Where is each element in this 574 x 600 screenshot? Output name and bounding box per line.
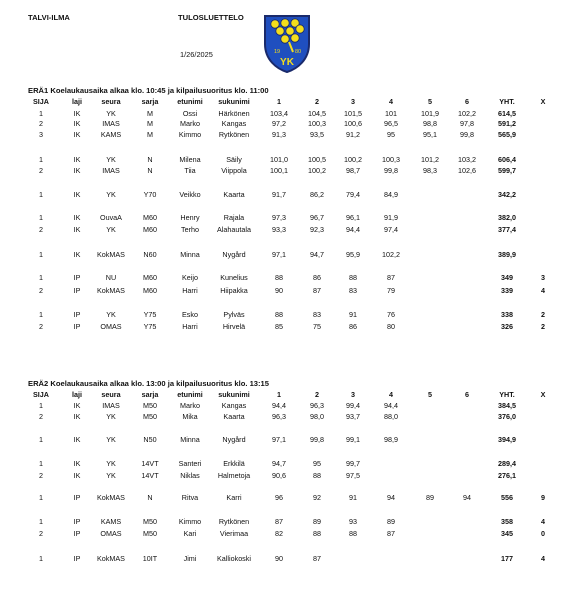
table-cell: 599,7 bbox=[498, 166, 516, 175]
table-cell: 100,5 bbox=[308, 155, 326, 164]
table-cell: Terho bbox=[181, 225, 199, 234]
table-cell: 2 bbox=[39, 471, 43, 480]
column-header: 2 bbox=[315, 97, 319, 106]
table-cell: 87 bbox=[313, 554, 321, 563]
column-header: sarja bbox=[141, 97, 159, 106]
table-cell: 91,3 bbox=[272, 130, 286, 139]
table-cell: N60 bbox=[143, 250, 157, 259]
table-cell: 101,5 bbox=[344, 109, 362, 118]
table-cell: YK bbox=[106, 109, 116, 118]
table-cell: Alahautala bbox=[217, 225, 251, 234]
table-cell: 100,6 bbox=[344, 119, 362, 128]
table-cell: Jimi bbox=[183, 554, 197, 563]
table-cell: 79,4 bbox=[346, 190, 360, 199]
table-cell: M50 bbox=[143, 529, 157, 538]
column-header: etunimi bbox=[177, 97, 203, 106]
table-cell: KAMS bbox=[100, 130, 122, 139]
table-cell: 376,0 bbox=[498, 412, 516, 421]
table-cell: 87 bbox=[387, 273, 395, 282]
logo-letters: YK bbox=[280, 57, 294, 68]
table-cell: 382,0 bbox=[498, 213, 516, 222]
table-cell: Vierimaa bbox=[219, 529, 249, 538]
table-cell: 101,9 bbox=[421, 109, 439, 118]
table-cell: 342,2 bbox=[498, 190, 516, 199]
table-cell: 90 bbox=[275, 554, 283, 563]
table-cell: Hirvelä bbox=[222, 322, 246, 331]
table-cell: IK bbox=[73, 435, 81, 444]
table-cell: 83 bbox=[349, 286, 357, 295]
table-cell: Milena bbox=[179, 155, 201, 164]
table-cell: Marko bbox=[180, 401, 200, 410]
column-header: 2 bbox=[315, 390, 319, 399]
table-cell: 76 bbox=[387, 310, 395, 319]
column-header: seura bbox=[101, 390, 121, 399]
table-cell: 3 bbox=[541, 273, 545, 282]
table-cell: Nygård bbox=[222, 250, 246, 259]
table-cell: Karri bbox=[226, 493, 242, 502]
table-cell: IMAS bbox=[102, 166, 120, 175]
table-cell: Minna bbox=[180, 435, 200, 444]
section-2-title: ERÄ2 Koelaukausaika alkaa klo. 13:00 ja kilpailusuoritus klo. 13:15 bbox=[28, 379, 270, 388]
table-cell: 276,1 bbox=[498, 471, 516, 480]
table-cell: 96,3 bbox=[310, 401, 324, 410]
table-cell: 4 bbox=[541, 286, 545, 295]
table-cell: 1 bbox=[39, 155, 43, 164]
table-cell: 338 bbox=[501, 310, 513, 319]
table-cell: 87 bbox=[275, 517, 283, 526]
table-cell: 102,2 bbox=[382, 250, 400, 259]
table-cell: 100,2 bbox=[308, 166, 326, 175]
table-cell: 1 bbox=[39, 517, 43, 526]
table-cell: Rytkönen bbox=[218, 130, 250, 139]
table-cell: Kangas bbox=[221, 401, 247, 410]
table-cell: 100,3 bbox=[308, 119, 326, 128]
table-cell: 97,1 bbox=[272, 250, 286, 259]
table-cell: YK bbox=[106, 310, 116, 319]
table-cell: Veikko bbox=[179, 190, 201, 199]
table-cell: 394,9 bbox=[498, 435, 516, 444]
table-cell: 2 bbox=[39, 119, 43, 128]
table-cell: 565,9 bbox=[498, 130, 516, 139]
table-cell: Ossi bbox=[182, 109, 198, 118]
table-cell: 2 bbox=[39, 166, 43, 175]
table-cell: 88 bbox=[313, 529, 321, 538]
table-cell: 94 bbox=[463, 493, 471, 502]
table-cell: 2 bbox=[541, 322, 545, 331]
table-cell: 98,9 bbox=[384, 435, 398, 444]
table-cell: 10IT bbox=[142, 554, 158, 563]
table-cell: 358 bbox=[501, 517, 513, 526]
table-cell: 2 bbox=[541, 310, 545, 319]
column-header: sukunimi bbox=[218, 97, 250, 106]
table-cell: 91,2 bbox=[346, 130, 360, 139]
table-cell: 89 bbox=[387, 517, 395, 526]
table-cell: Kaarta bbox=[223, 190, 245, 199]
table-cell: Rajala bbox=[223, 213, 245, 222]
table-cell: 389,9 bbox=[498, 250, 516, 259]
table-cell: 88 bbox=[349, 273, 357, 282]
table-cell: 101 bbox=[385, 109, 397, 118]
column-header: YHT. bbox=[499, 390, 515, 399]
column-header: 1 bbox=[277, 390, 281, 399]
table-cell: 2 bbox=[39, 412, 43, 421]
logo-year-right: 80 bbox=[295, 49, 302, 55]
table-cell: 177 bbox=[501, 554, 513, 563]
table-cell: 82 bbox=[275, 529, 283, 538]
table-cell: 88 bbox=[275, 273, 283, 282]
table-cell: 93,3 bbox=[272, 225, 286, 234]
table-cell: 90 bbox=[275, 286, 283, 295]
table-cell: IK bbox=[73, 401, 81, 410]
table-cell: 93,7 bbox=[346, 412, 360, 421]
table-cell: 591,2 bbox=[498, 119, 516, 128]
column-header: 5 bbox=[428, 97, 432, 106]
table-cell: KokMAS bbox=[97, 286, 125, 295]
table-cell: 99,8 bbox=[384, 166, 398, 175]
table-cell: 614,5 bbox=[498, 109, 516, 118]
table-cell: IP bbox=[73, 310, 81, 319]
table-cell: 2 bbox=[39, 225, 43, 234]
table-cell: 86 bbox=[313, 273, 321, 282]
table-cell: Ritva bbox=[181, 493, 199, 502]
document-date: 1/26/2025 bbox=[180, 50, 213, 59]
table-cell: 86,2 bbox=[310, 190, 324, 199]
table-cell: 104,5 bbox=[308, 109, 326, 118]
table-cell: 1 bbox=[39, 401, 43, 410]
table-cell: Kangas bbox=[221, 119, 247, 128]
table-cell: 92 bbox=[313, 493, 321, 502]
table-cell: 100,3 bbox=[382, 155, 400, 164]
table-cell: M50 bbox=[143, 401, 157, 410]
table-cell: IK bbox=[73, 250, 81, 259]
table-cell: IK bbox=[73, 190, 81, 199]
table-cell: YK bbox=[106, 155, 116, 164]
table-cell: IP bbox=[73, 286, 81, 295]
table-cell: OuvaA bbox=[100, 213, 122, 222]
table-cell: 97,1 bbox=[272, 435, 286, 444]
table-cell: 349 bbox=[501, 273, 513, 282]
table-cell: 2 bbox=[39, 529, 43, 538]
table-cell: IP bbox=[73, 493, 81, 502]
column-header: 3 bbox=[351, 390, 355, 399]
table-cell: Pylväs bbox=[223, 310, 245, 319]
table-cell: N50 bbox=[143, 435, 157, 444]
table-cell: 85 bbox=[275, 322, 283, 331]
table-cell: Esko bbox=[182, 310, 198, 319]
table-cell: 84,9 bbox=[384, 190, 398, 199]
table-cell: M bbox=[147, 109, 153, 118]
table-cell: 88 bbox=[275, 310, 283, 319]
table-cell: Kimmo bbox=[178, 130, 202, 139]
column-header: SIJA bbox=[33, 390, 49, 399]
table-cell: IP bbox=[73, 529, 81, 538]
table-cell: OMAS bbox=[100, 322, 122, 331]
table-cell: Niklas bbox=[180, 471, 200, 480]
table-cell: M50 bbox=[143, 517, 157, 526]
club-logo bbox=[263, 14, 311, 74]
table-cell: 1 bbox=[39, 250, 43, 259]
table-cell: 94 bbox=[387, 493, 395, 502]
table-cell: 91,9 bbox=[384, 213, 398, 222]
section-1-title: ERÄ1 Koelaukausaika alkaa klo. 10:45 ja kilpailusuoritus klo. 11:00 bbox=[28, 86, 269, 95]
table-cell: 98,8 bbox=[423, 119, 437, 128]
table-cell: 88 bbox=[349, 529, 357, 538]
table-cell: Nygård bbox=[222, 435, 246, 444]
table-cell: Y75 bbox=[143, 310, 157, 319]
table-cell: 94,4 bbox=[272, 401, 286, 410]
table-cell: IK bbox=[73, 412, 81, 421]
table-cell: Erkkilä bbox=[223, 459, 245, 468]
table-cell: KAMS bbox=[100, 517, 122, 526]
column-header: 4 bbox=[389, 390, 393, 399]
table-cell: IP bbox=[73, 273, 81, 282]
table-cell: 2 bbox=[39, 322, 43, 331]
table-cell: 86 bbox=[349, 322, 357, 331]
table-cell: NU bbox=[105, 273, 117, 282]
table-cell: 96,5 bbox=[384, 119, 398, 128]
table-cell: Härkönen bbox=[218, 109, 250, 118]
table-cell: 87 bbox=[313, 286, 321, 295]
table-cell: Y70 bbox=[143, 190, 157, 199]
table-cell: YK bbox=[106, 190, 116, 199]
table-cell: 606,4 bbox=[498, 155, 516, 164]
table-cell: 326 bbox=[501, 322, 513, 331]
table-cell: 556 bbox=[501, 493, 513, 502]
table-cell: 94,7 bbox=[272, 459, 286, 468]
table-cell: YK bbox=[106, 225, 116, 234]
column-header: laji bbox=[72, 97, 82, 106]
table-cell: 4 bbox=[541, 517, 545, 526]
table-cell: 89 bbox=[313, 517, 321, 526]
table-cell: 99,8 bbox=[460, 130, 474, 139]
table-cell: KokMAS bbox=[97, 493, 125, 502]
table-cell: Harri bbox=[182, 322, 198, 331]
table-cell: Kari bbox=[183, 529, 197, 538]
table-cell: 100,1 bbox=[270, 166, 288, 175]
table-cell: IP bbox=[73, 554, 81, 563]
table-cell: Harri bbox=[182, 286, 198, 295]
table-cell: 9 bbox=[541, 493, 545, 502]
table-cell: 92,3 bbox=[310, 225, 324, 234]
table-cell: 384,5 bbox=[498, 401, 516, 410]
table-cell: IK bbox=[73, 155, 81, 164]
column-header: laji bbox=[72, 390, 82, 399]
table-cell: M60 bbox=[143, 225, 157, 234]
table-cell: 96 bbox=[275, 493, 283, 502]
table-cell: 96,3 bbox=[272, 412, 286, 421]
column-header: SIJA bbox=[33, 97, 49, 106]
table-cell: 1 bbox=[39, 213, 43, 222]
table-cell: 339 bbox=[501, 286, 513, 295]
table-cell: 95 bbox=[313, 459, 321, 468]
table-cell: Kalliokoski bbox=[217, 554, 251, 563]
table-cell: 79 bbox=[387, 286, 395, 295]
table-cell: 97,4 bbox=[384, 225, 398, 234]
table-cell: KokMAS bbox=[97, 250, 125, 259]
table-cell: Säily bbox=[226, 155, 242, 164]
table-cell: Santeri bbox=[178, 459, 202, 468]
table-cell: 95,1 bbox=[423, 130, 437, 139]
table-cell: 1 bbox=[39, 493, 43, 502]
column-header: X bbox=[540, 390, 546, 399]
table-cell: 377,4 bbox=[498, 225, 516, 234]
table-cell: IK bbox=[73, 471, 81, 480]
table-cell: 96,1 bbox=[346, 213, 360, 222]
table-cell: M50 bbox=[143, 412, 157, 421]
table-cell: IK bbox=[73, 130, 81, 139]
table-cell: 97,8 bbox=[460, 119, 474, 128]
table-cell: IP bbox=[73, 322, 81, 331]
table-cell: Henry bbox=[180, 213, 200, 222]
column-header: 6 bbox=[465, 390, 469, 399]
table-cell: 1 bbox=[39, 554, 43, 563]
document-title: TULOSLUETTELO bbox=[178, 13, 244, 22]
column-header: 3 bbox=[351, 97, 355, 106]
table-cell: 87 bbox=[387, 529, 395, 538]
table-cell: IK bbox=[73, 109, 81, 118]
column-header: YHT. bbox=[499, 97, 515, 106]
table-cell: 4 bbox=[541, 554, 545, 563]
column-header: 4 bbox=[389, 97, 393, 106]
table-cell: YK bbox=[106, 412, 116, 421]
table-cell: IMAS bbox=[102, 119, 120, 128]
table-cell: 91 bbox=[349, 310, 357, 319]
table-cell: 96,7 bbox=[310, 213, 324, 222]
table-cell: YK bbox=[106, 459, 116, 468]
table-cell: 98,3 bbox=[423, 166, 437, 175]
table-cell: IP bbox=[73, 517, 81, 526]
column-header: 1 bbox=[277, 97, 281, 106]
table-cell: 1 bbox=[39, 109, 43, 118]
column-header: sarja bbox=[141, 390, 159, 399]
table-cell: 98,0 bbox=[310, 412, 324, 421]
table-cell: Y75 bbox=[143, 322, 157, 331]
table-cell: 14VT bbox=[141, 471, 159, 480]
table-cell: 75 bbox=[313, 322, 321, 331]
column-header: 6 bbox=[465, 97, 469, 106]
table-cell: Viippola bbox=[221, 166, 247, 175]
table-cell: Kunelius bbox=[220, 273, 248, 282]
table-cell: IK bbox=[73, 225, 81, 234]
column-header: 5 bbox=[428, 390, 432, 399]
table-cell: KokMAS bbox=[97, 554, 125, 563]
table-cell: N bbox=[147, 155, 153, 164]
table-cell: N bbox=[147, 493, 153, 502]
table-cell: IK bbox=[73, 119, 81, 128]
table-cell: Marko bbox=[180, 119, 200, 128]
table-cell: Hiipakka bbox=[220, 286, 248, 295]
table-cell: Kimmo bbox=[178, 517, 202, 526]
table-cell: 97,3 bbox=[272, 213, 286, 222]
table-cell: 88,0 bbox=[384, 412, 398, 421]
table-cell: 99,1 bbox=[346, 435, 360, 444]
table-cell: YK bbox=[106, 471, 116, 480]
table-cell: 89 bbox=[426, 493, 434, 502]
table-cell: 83 bbox=[313, 310, 321, 319]
table-cell: 97,2 bbox=[272, 119, 286, 128]
table-cell: 99,7 bbox=[346, 459, 360, 468]
table-cell: 93 bbox=[349, 517, 357, 526]
table-cell: 102,6 bbox=[458, 166, 476, 175]
table-cell: 80 bbox=[387, 322, 395, 331]
table-cell: 289,4 bbox=[498, 459, 516, 468]
column-header: sukunimi bbox=[218, 390, 250, 399]
table-cell: 97,5 bbox=[346, 471, 360, 480]
table-cell: 98,7 bbox=[346, 166, 360, 175]
table-cell: 88 bbox=[313, 471, 321, 480]
table-cell: OMAS bbox=[100, 529, 122, 538]
table-cell: 345 bbox=[501, 529, 513, 538]
table-cell: 90,6 bbox=[272, 471, 286, 480]
table-cell: 94,4 bbox=[346, 225, 360, 234]
table-cell: M60 bbox=[143, 213, 157, 222]
table-cell: 94,7 bbox=[310, 250, 324, 259]
table-cell: 14VT bbox=[141, 459, 159, 468]
table-cell: IK bbox=[73, 213, 81, 222]
table-cell: 91,7 bbox=[272, 190, 286, 199]
table-cell: M60 bbox=[143, 273, 157, 282]
table-cell: N bbox=[147, 166, 153, 175]
table-cell: Mika bbox=[182, 412, 198, 421]
table-cell: 101,0 bbox=[270, 155, 288, 164]
table-cell: 94,4 bbox=[384, 401, 398, 410]
table-cell: 99,8 bbox=[310, 435, 324, 444]
table-cell: 100,2 bbox=[344, 155, 362, 164]
table-cell: 1 bbox=[39, 435, 43, 444]
table-cell: 101,2 bbox=[421, 155, 439, 164]
table-cell: 1 bbox=[39, 273, 43, 282]
table-cell: 102,2 bbox=[458, 109, 476, 118]
column-header: seura bbox=[101, 97, 121, 106]
table-cell: Rytkönen bbox=[218, 517, 250, 526]
club-name: TALVI-ILMA bbox=[28, 13, 70, 22]
table-cell: Kaarta bbox=[223, 412, 245, 421]
table-cell: 1 bbox=[39, 459, 43, 468]
table-cell: 93,5 bbox=[310, 130, 324, 139]
table-cell: 103,2 bbox=[458, 155, 476, 164]
table-cell: M bbox=[147, 130, 153, 139]
table-cell: 91 bbox=[349, 493, 357, 502]
table-cell: 1 bbox=[39, 310, 43, 319]
table-cell: Halmetoja bbox=[217, 471, 251, 480]
table-cell: Minna bbox=[180, 250, 200, 259]
column-header: etunimi bbox=[177, 390, 203, 399]
table-cell: Tiia bbox=[184, 166, 196, 175]
column-header: X bbox=[540, 97, 546, 106]
table-cell: 1 bbox=[39, 190, 43, 199]
table-cell: M bbox=[147, 119, 153, 128]
table-cell: Keijo bbox=[182, 273, 198, 282]
table-cell: 103,4 bbox=[270, 109, 288, 118]
table-cell: IK bbox=[73, 459, 81, 468]
table-cell: M60 bbox=[143, 286, 157, 295]
table-cell: 95,9 bbox=[346, 250, 360, 259]
table-cell: IMAS bbox=[102, 401, 120, 410]
table-cell: 2 bbox=[39, 286, 43, 295]
table-cell: IK bbox=[73, 166, 81, 175]
table-cell: 3 bbox=[39, 130, 43, 139]
table-cell: 95 bbox=[387, 130, 395, 139]
table-cell: 0 bbox=[541, 529, 545, 538]
table-cell: 99,4 bbox=[346, 401, 360, 410]
table-cell: YK bbox=[106, 435, 116, 444]
logo-year-left: 19 bbox=[274, 49, 281, 55]
